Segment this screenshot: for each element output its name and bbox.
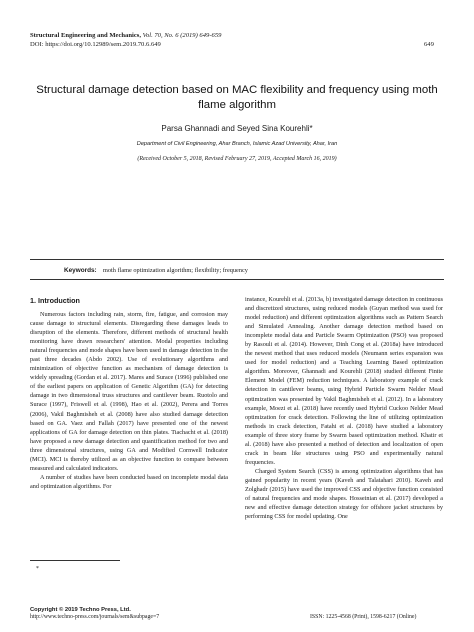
paper-title: Structural damage detection based on MAC flexibility and frequency using moth flame algorithm: [36, 84, 438, 111]
running-header: [30, 32, 221, 40]
left-paragraph-1: Numerous factors including rain, storm, fire, fatigue, and corrosion may cause damage to structural elements. Disregarding these damages leads to disruption of the elements. Therefore, different methods of structural health monitoring have drawn researchers' attention. Modal properties including natural frequencies and mode shapes have been used in damage detection in the past three decades (Abdo 2002). Use of evolutionary algorithms and minimization of objective function as mechanism of damage detection is widely spreading (Gordan et al. 2017). Mares and Surace (1996) published one of the earliest papers on application of Genetic Algorithm (GA) for detecting damage in two dimensional truss structures and cantilever beam. Ruotolo and Surace (1997), Friswell et al. (1998), Hao et al. (2002), Perera and Torres (2006), Vakil Baghmisheh et al. (2008) have also studied damage detection based on GA. Vaez and Fallah (2017) have presented one of the newest applications of GA for damage detection on thin plates. Tiachacht et al. (2018) have proposed a new damage detection and quantification method for two and three dimensional structures, using GA and Modified Cornwell Indicator (MCI). MCI is thereby utilized as an objective function to compare between measured and calculated indicators.: [30, 311, 228, 472]
left-column: [30, 310, 228, 491]
right-paragraph-2: Charged System Search (CSS) is among optimization algorithms that has gained popularity in recent years (Kaveh and Talatahari 2010). Kaveh and Zolghadr (2015) have used the improved CSS and objective function consisted of natural frequencies and mode shapes. Hosseinian et al. (2017) developed a new and effective damage detection strategy for offshore jacket structures by performing CSS for model updating. One: [245, 467, 443, 521]
journal-url: http://www.techno-press.com/journals/sem&subpage=7: [30, 614, 160, 620]
authors: Parsa Ghannadi and Seyed Sina Kourehli*: [161, 124, 313, 133]
keywords-text: moth flame optimization algorithm; flexibility; frequency: [102, 267, 248, 274]
doi-line: DOI: https://doi.org/10.12989/sem.2019.70.6.649: [30, 41, 161, 48]
keywords-label: Keywords:: [64, 267, 97, 274]
right-column: [245, 295, 443, 521]
journal-name: Structural Engineering and Mechanics,: [30, 32, 141, 39]
footnote-star: *: [36, 566, 39, 572]
page-number: 649: [424, 41, 434, 48]
copyright: Copyright © 2019 Techno Press, Ltd.: [30, 607, 131, 613]
section-heading: 1. Introduction: [30, 296, 80, 305]
received-dates: (Received October 5, 2018, Revised February 27, 2019, Accepted March 16, 2019): [137, 156, 337, 162]
affiliation: Department of Civil Engineering, Ahar Branch, Islamic Azad University, Ahar, Iran: [136, 141, 338, 147]
right-paragraph-1: instance, Kourehli et al. (2013a, b) investigated damage detection in continuous and discretized structures, using reduced models (Guyan method was used for model reduction) and different optimization algorithms such as Pattern Search and Simulated Annealing. Another damage detection method based on incomplete modal data and Particle Swarm Optimization (PSO) was proposed by Rasouli et al. (2014). However, Dinh Cong et al. (2018a) have introduced the newest method that uses reduced models (Neumann series expansion was used for model reduction) and a Teaching Learning Based optimization algorithm. Moreover, Ghannadi and Kourehli (2018) studied different Finite Element Model (FEM) reduction techniques. A laboratory example of crack detection in cantilever beams, using Hybrid Particle Swarm Nelder Mead optimization was presented by Vakil Baghmisheh et al. (2012). In a laboratory example, Moezi et al. (2018) have recently used Hybrid Cuckoo Nelder Mead optimization for crack detection. Following the line of utilizing optimization methods in crack detection, Fatahi et al. (2018) have studied a laboratory example of three story frame by Swarm based optimization method. Khatir et al. (2018) have also presented a method of detection and localization of open crack in beam like structures using PSO and experimentally natural frequencies.: [245, 296, 443, 466]
keywords-line: [64, 267, 248, 274]
footnote-rule: [30, 560, 120, 561]
keywords-bottom-rule: [30, 279, 444, 280]
keywords-top-rule: [30, 259, 444, 260]
volume-info: Vol. 70, No. 6 (2019) 649-659: [142, 32, 222, 39]
issn: ISSN: 1225-4568 (Print), 1598-6217 (Online): [310, 614, 417, 620]
left-paragraph-2: A number of studies have been conducted based on incomplete modal data and optimization algorithms. For: [30, 473, 228, 490]
